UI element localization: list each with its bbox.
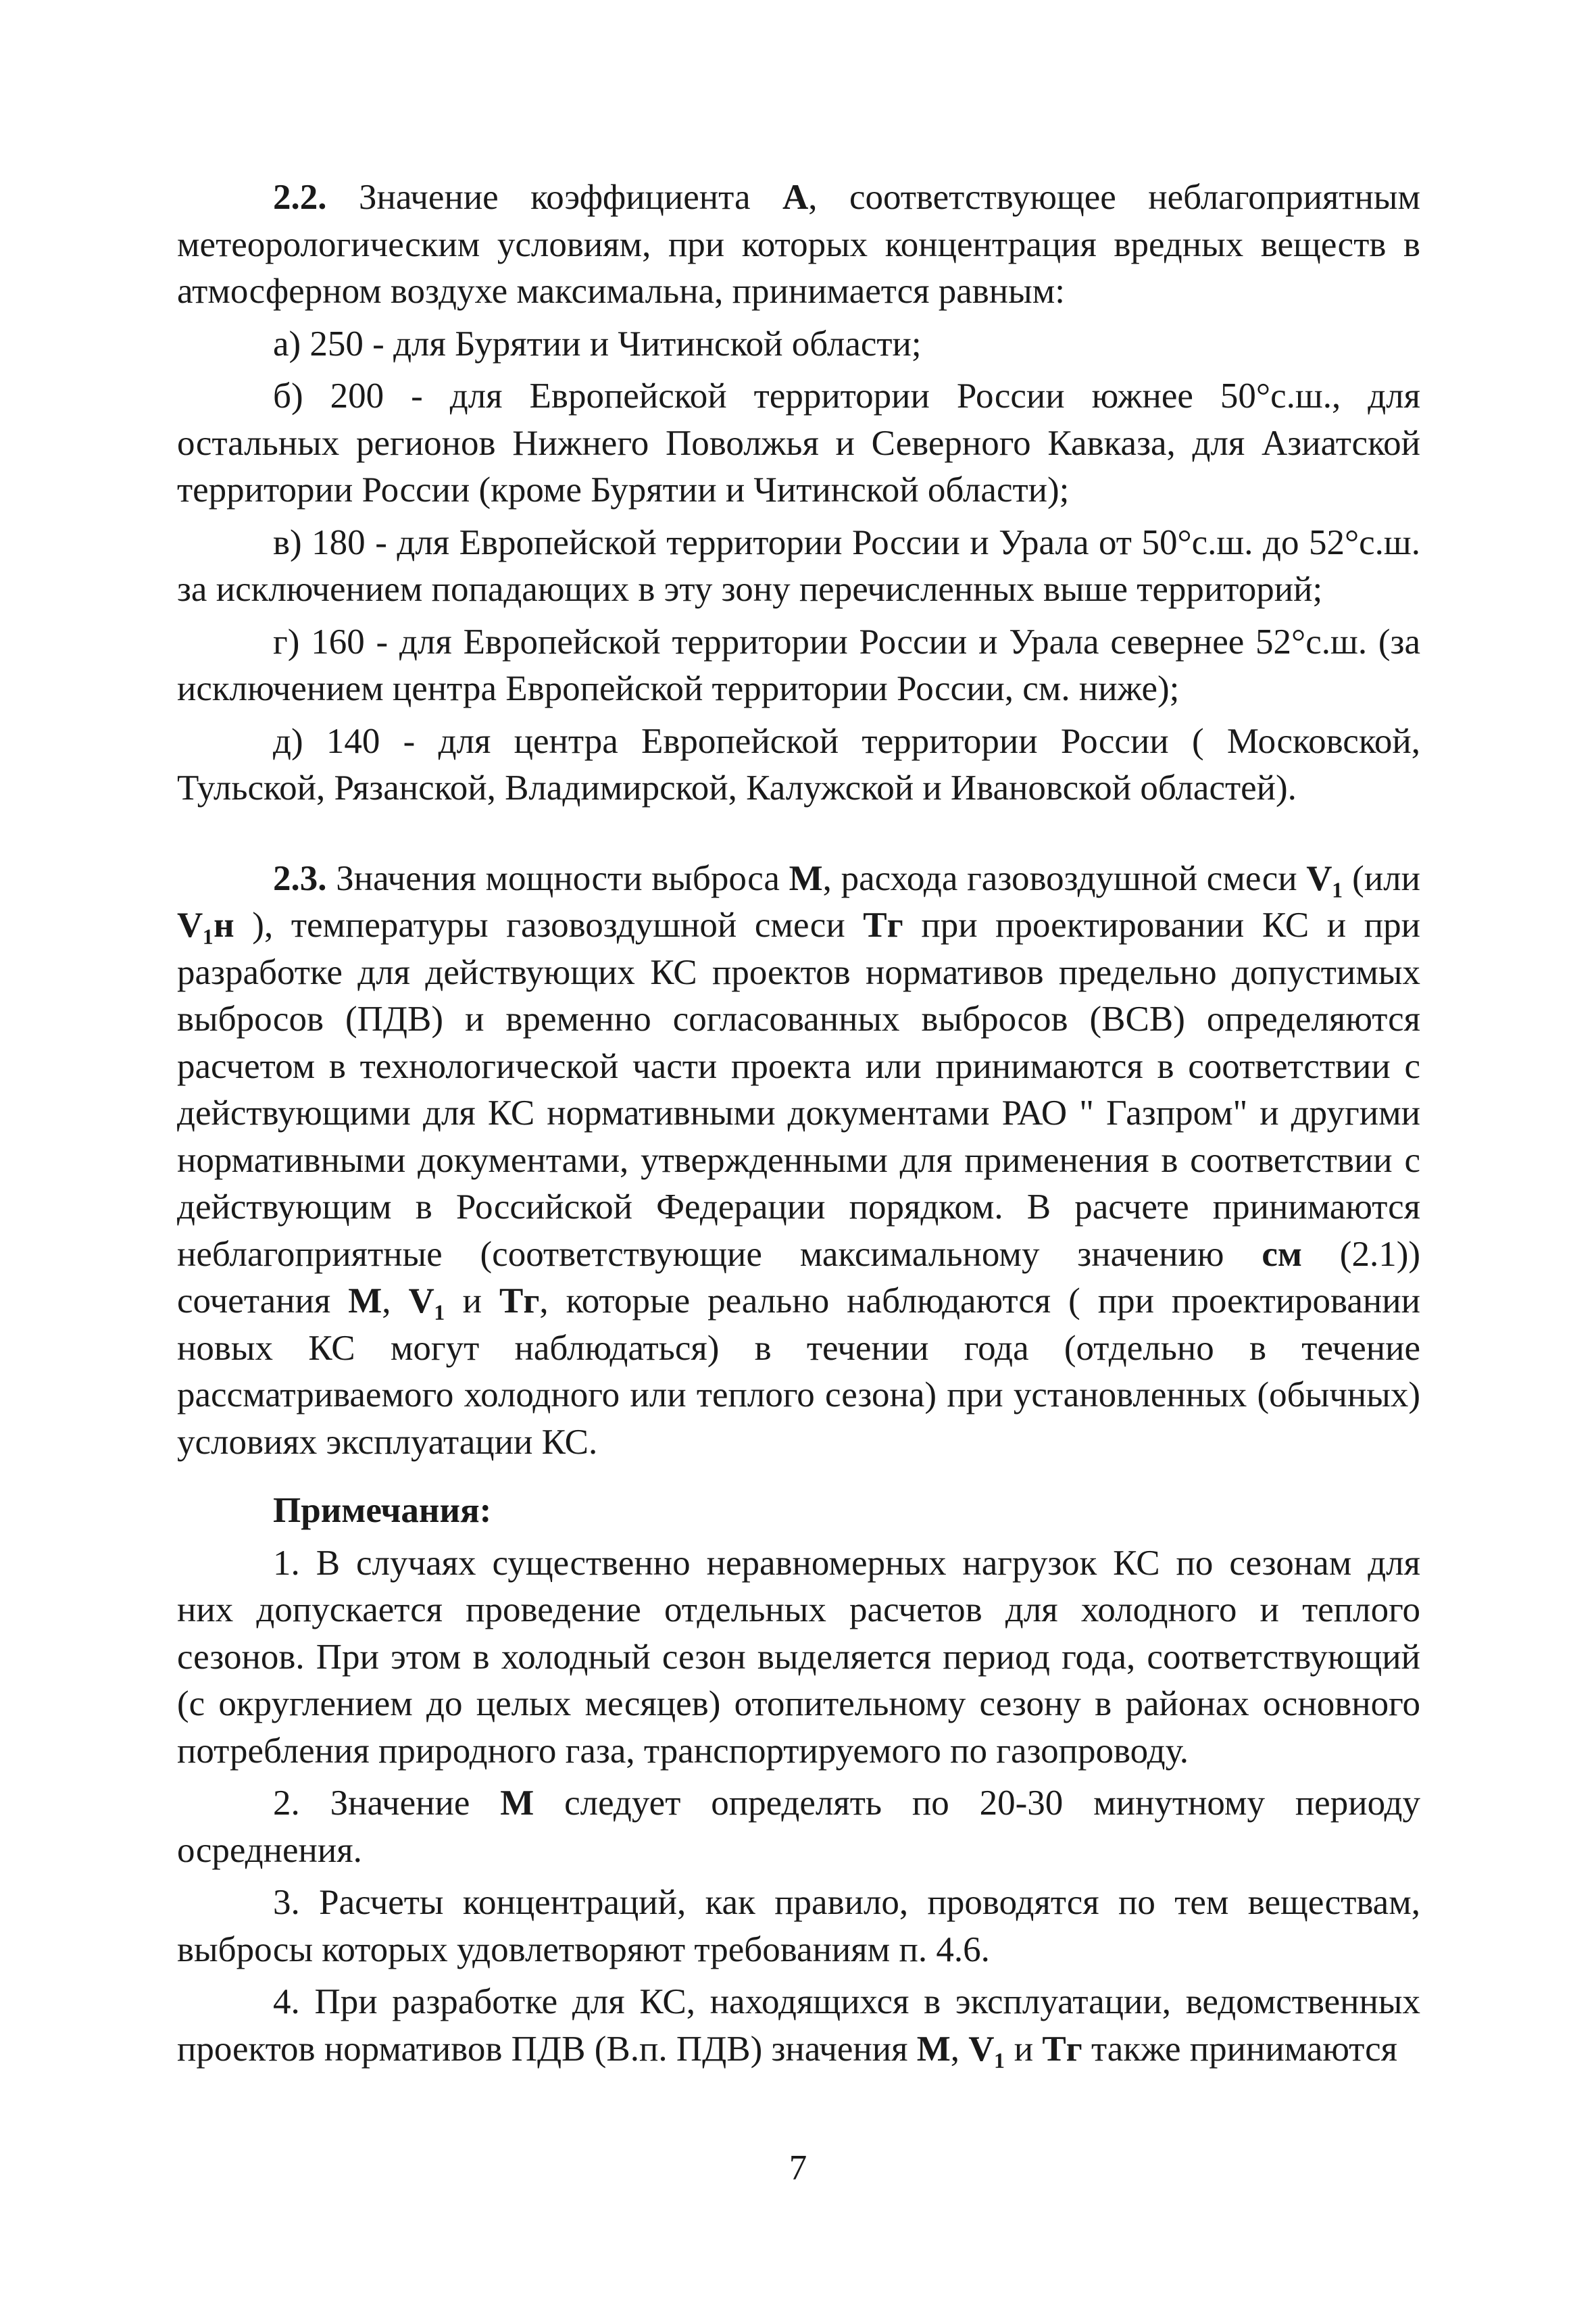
- list-item-e: д) 140 - для центра Европейской территории России ( Московской, Тульской, Рязанской, Владимирской, Калужской и Ивановской областей).: [177, 721, 1420, 808]
- notes-heading: Примечания:: [273, 1491, 492, 1530]
- list-item-c: в) 180 - для Европейской территории России и Урала от 50°с.ш. до 52°с.ш. за исключением попадающих в эту зону перечисленных выше территорий;: [177, 522, 1420, 609]
- paragraph-2-3: 2.3. Значения мощности выброса М, расхода газовоздушной смеси V₁ (или V₁н ), температуры газовоздушной смеси Тг при проектировании КС и при разработке для действующих КС проектов нормативов предельно допустимых выбросов (ПДВ) и временно согласованных выбросов (ВСВ) определяются расчетом в технологической части проекта или принимаются в соответствии с действующими для КС нормативными документами РАО " Газпром" и другими нормативными документами, утвержденными для применения в соответствии с действующим в Российской Федерации порядком. В расчете принимаются неблагоприятные (соответствующие максимальному значению cм (2.1)) сочетания М, V₁ и Тг, которые реально наблюдаются ( при проектировании новых КС могут наблюдаться) в течении года (отдельно в течение рассматриваемого холодного или теплого сезона) при установленных (обычных) условиях эксплуатации КС.: [177, 858, 1420, 1462]
- paragraph-2-2: 2.2. Значение коэффициента А, соответствующее неблагоприятным метеорологическим условиям, при которых концентрация вредных веществ в атмосферном воздухе максимальна, принимается равным:: [177, 178, 1420, 311]
- list-item-a: а) 250 - для Бурятии и Читинской области;: [273, 324, 922, 364]
- note-1: 1. В случаях существенно неравномерных нагрузок КС по сезонам для них допускается проведение отдельных расчетов для холодного и теплого сезонов. При этом в холодный сезон выделяется период года, соответствующий (с округлением до целых месяцев) отопительному сезону в районах основного потребления природного газа, транспортируемого по газопроводу.: [177, 1543, 1420, 1771]
- list-item-b: б) 200 - для Европейской территории России южнее 50°с.ш., для остальных регионов Нижнего Поволжья и Северного Кавказа, для Азиатской территории России (кроме Бурятии и Читинской области);: [177, 376, 1420, 510]
- note-4: 4. При разработке для КС, находящихся в эксплуатации, ведомственных проектов нормативов ПДВ (В.п. ПДВ) значения М, V₁ и Тг также принимаются: [177, 1982, 1420, 2069]
- note-2: 2. Значение М следует определять по 20-30 минутному периоду осреднения.: [177, 1783, 1421, 1870]
- section-number: 2.3.: [273, 858, 327, 898]
- section-number: 2.2.: [273, 178, 327, 217]
- coefficient-A: А: [782, 178, 809, 217]
- page-number: 7: [789, 2148, 807, 2188]
- list-item-d: г) 160 - для Европейской территории России и Урала севернее 52°с.ш. (за исключением центра Европейской территории России, см. ниже);: [177, 622, 1420, 708]
- document-page: [177, 174, 1420, 2073]
- note-3: 3. Расчеты концентраций, как правило, проводятся по тем веществам, выбросы которых удовлетворяют требованиям п. 4.6.: [177, 1883, 1420, 1969]
